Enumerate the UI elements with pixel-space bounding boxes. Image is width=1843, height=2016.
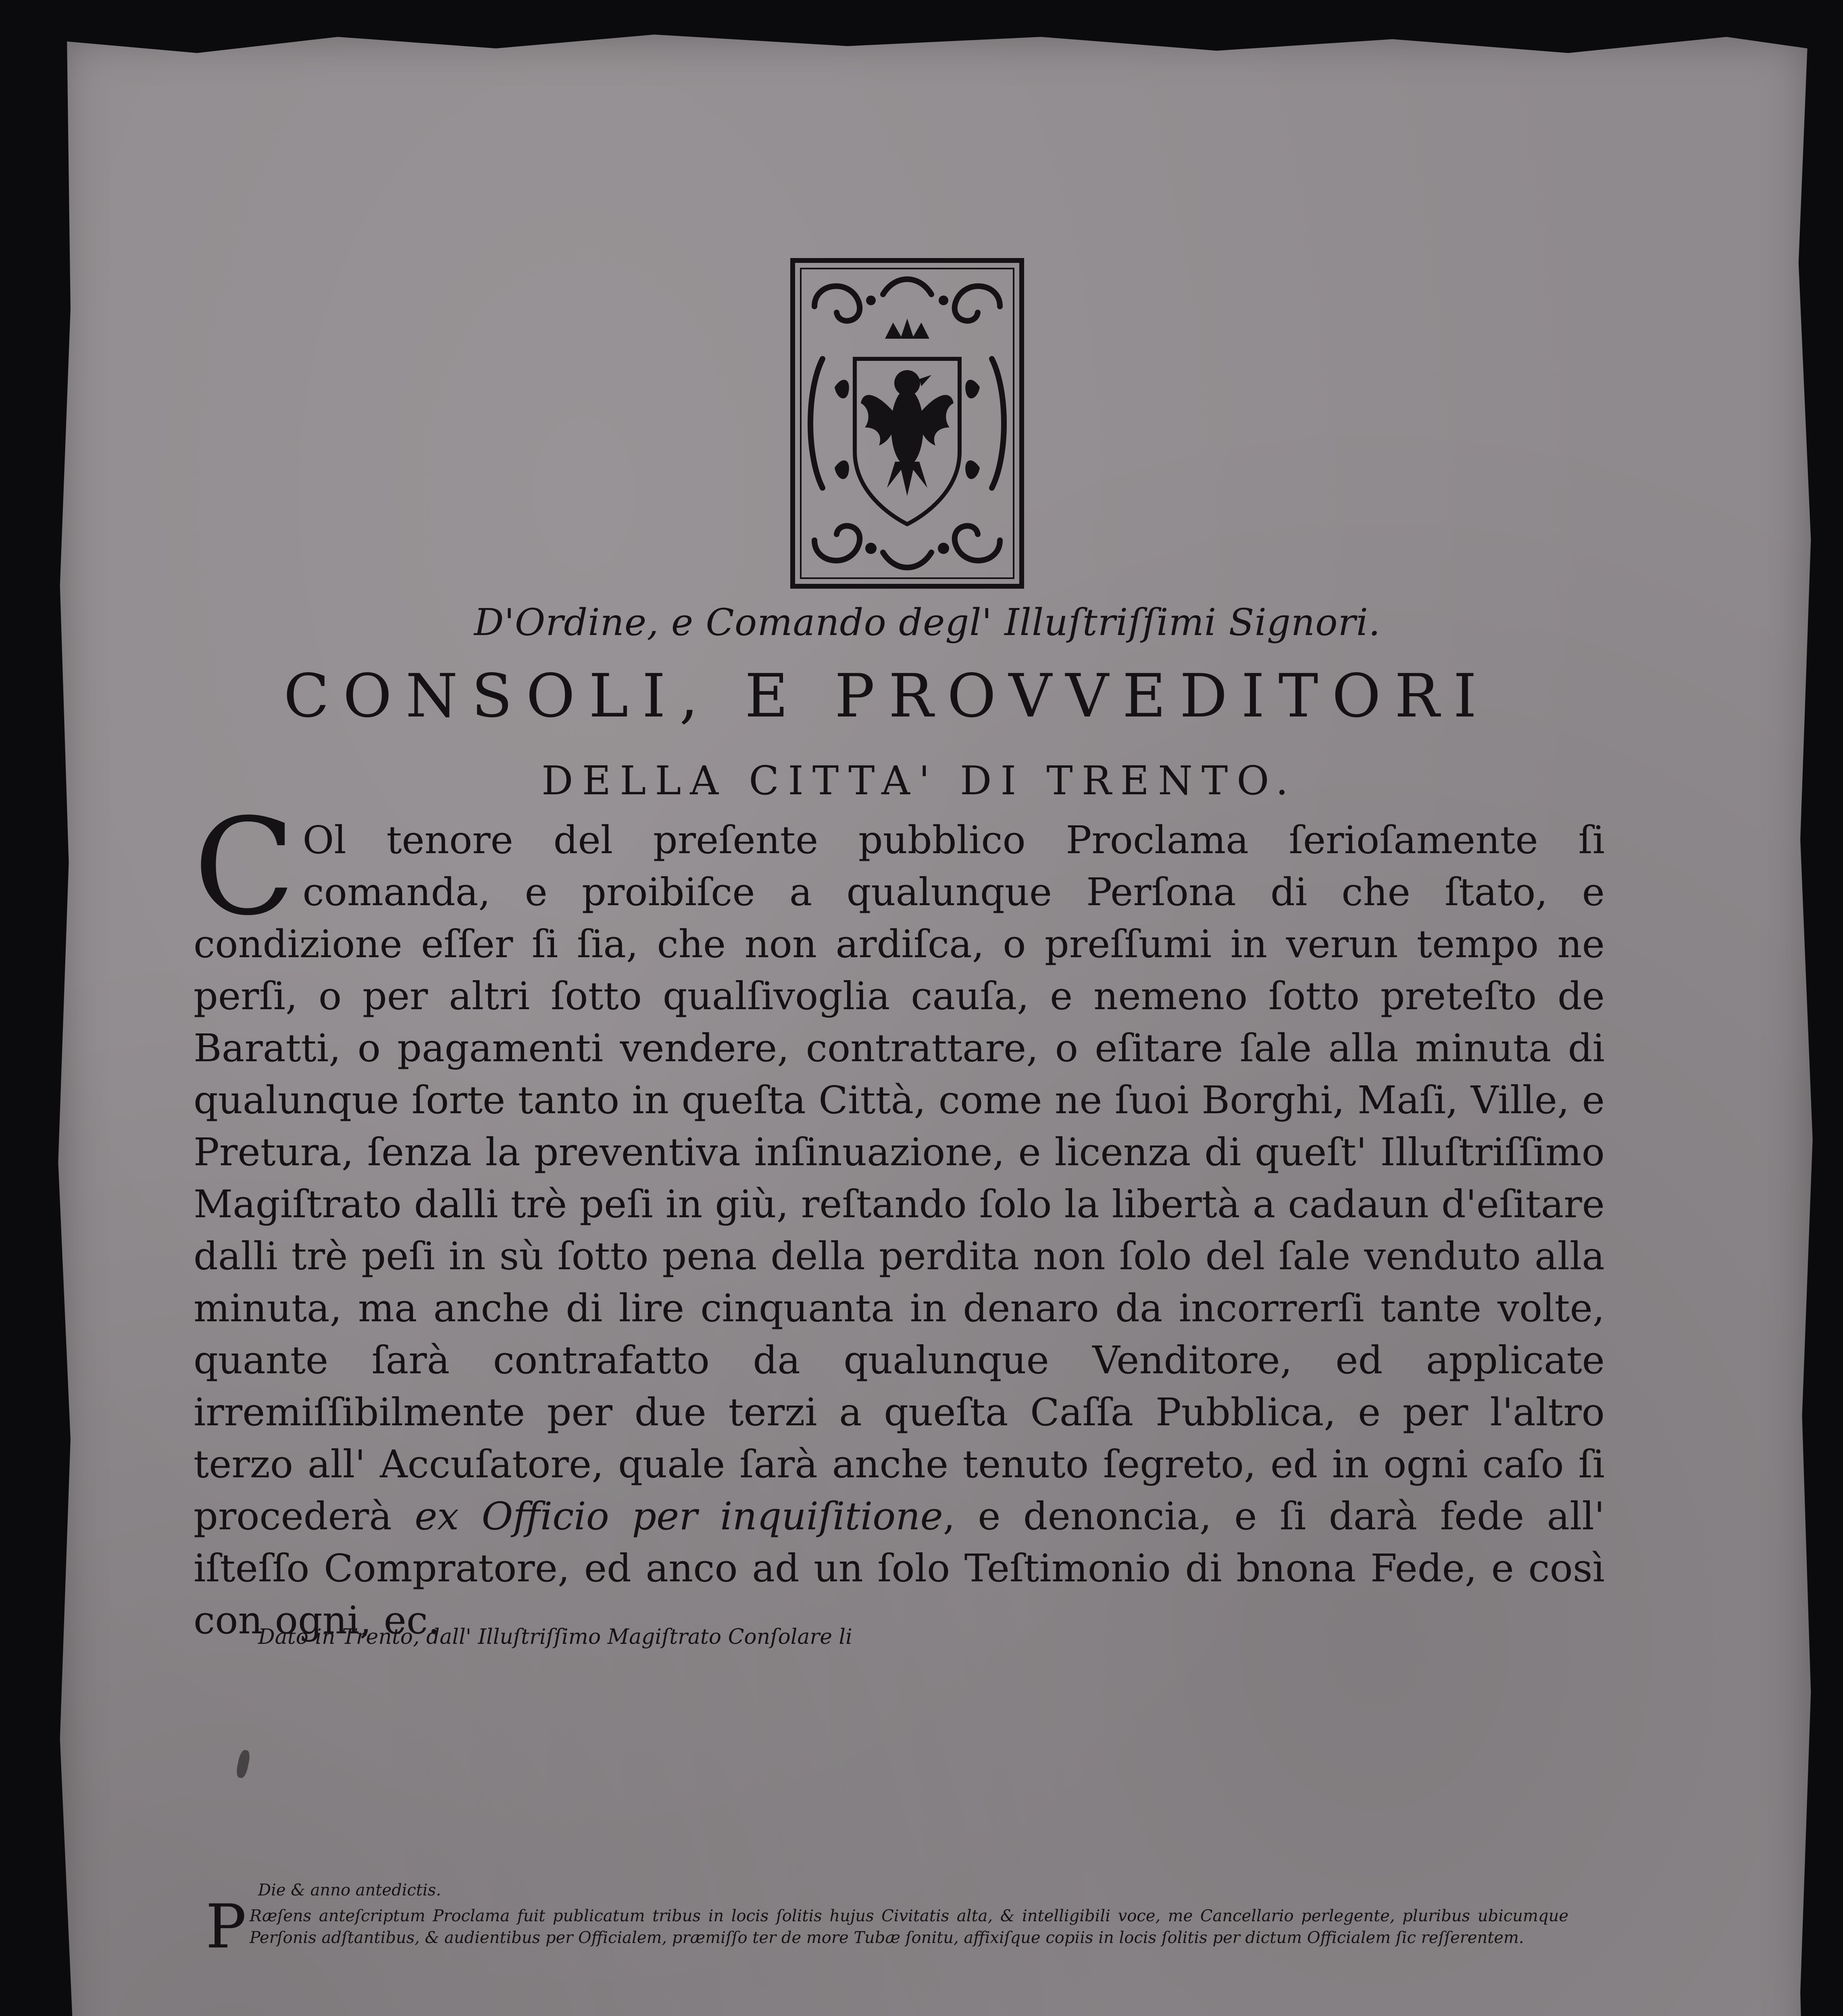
publication-notice-drop-cap: P (206, 1892, 246, 1962)
dated-line: Dato in Trento, dall' Illuſtriſſimo Magiſtrato Conſolare li (258, 1625, 852, 1649)
proclamation-italic-phrase: ex Officio per inquiſitione (414, 1494, 943, 1539)
proclamation-text-part-1: Ol tenore del preſente pubblico Proclama ſerioſamente ſi comanda, e proibiſce a qualunque Perſona di che ſtato, e condizione eſſer ſi ſia, che non ardiſca, o preſſumi in verun tempo ne perſi, o per altri ſotto qualſivoglia cauſa, e nemeno ſotto preteſto de Baratti, o pagamenti vendere, contrattare, o eſitare ſale alla minuta di qualunque ſorte tanto in queſta Città, come ne ſuoi Borghi, Maſi, Ville, e Pretura, ſenza la preventiva inſinuazione, e licenza di queſt' Illuſtriſſimo Magiſtrato dalli trè peſi in giù, reſtando ſolo la libertà a cadaun d'eſitare dalli trè peſi in sù ſotto pena della perdita non ſolo del ſale venduto alla minuta, ma anche di lire cinquanta in denaro da incorrerſi tante volte, quante ſarà contrafatto da qualunque Venditore, ed applicate irremiſſibilmente per due terzi a queſta Caſſa Pubblica, e per l'altro terzo all' Accuſatore, quale ſarà anche tenuto ſegreto, ed in ogni caſo ſi procederà (194, 818, 1605, 1539)
page-title: CONSOLI, E PROVVEDITORI (283, 661, 1491, 731)
order-line: D'Ordine, e Comando degl' Illuſtriſſimi Signori. (474, 601, 1381, 644)
publication-date-note: Die & anno antedictis. (258, 1881, 441, 1899)
proclamation-drop-cap: C (194, 790, 296, 945)
page-subtitle: DELLA CITTA' DI TRENTO. (541, 758, 1297, 804)
publication-notice (206, 1892, 1568, 1962)
proclamation-body (194, 790, 1605, 1647)
proclamation-text-part-2: , e denoncia, e ſi darà fede all' iſteſſo Compratore, ed anco ad un ſolo Teſtimonio di bnona Fede, e così con ogni, ec. (194, 1494, 1605, 1643)
publication-notice-text: Ræſens anteſcriptum Proclama fuit publicatum tribus in locis ſolitis hujus Civitatis alta, & intelligibili voce, me Cancellario perlegente, pluribus ubicumque Perſonis adſtantibus, & audientibus per Officialem, præmiſſo ter de more Tubæ ſonitu, affixiſque copiis in locis ſolitis per dictum Officialem ſic reſſerentem. (249, 1907, 1568, 1947)
eagle-coat-of-arms-woodcut-icon (790, 258, 1024, 589)
